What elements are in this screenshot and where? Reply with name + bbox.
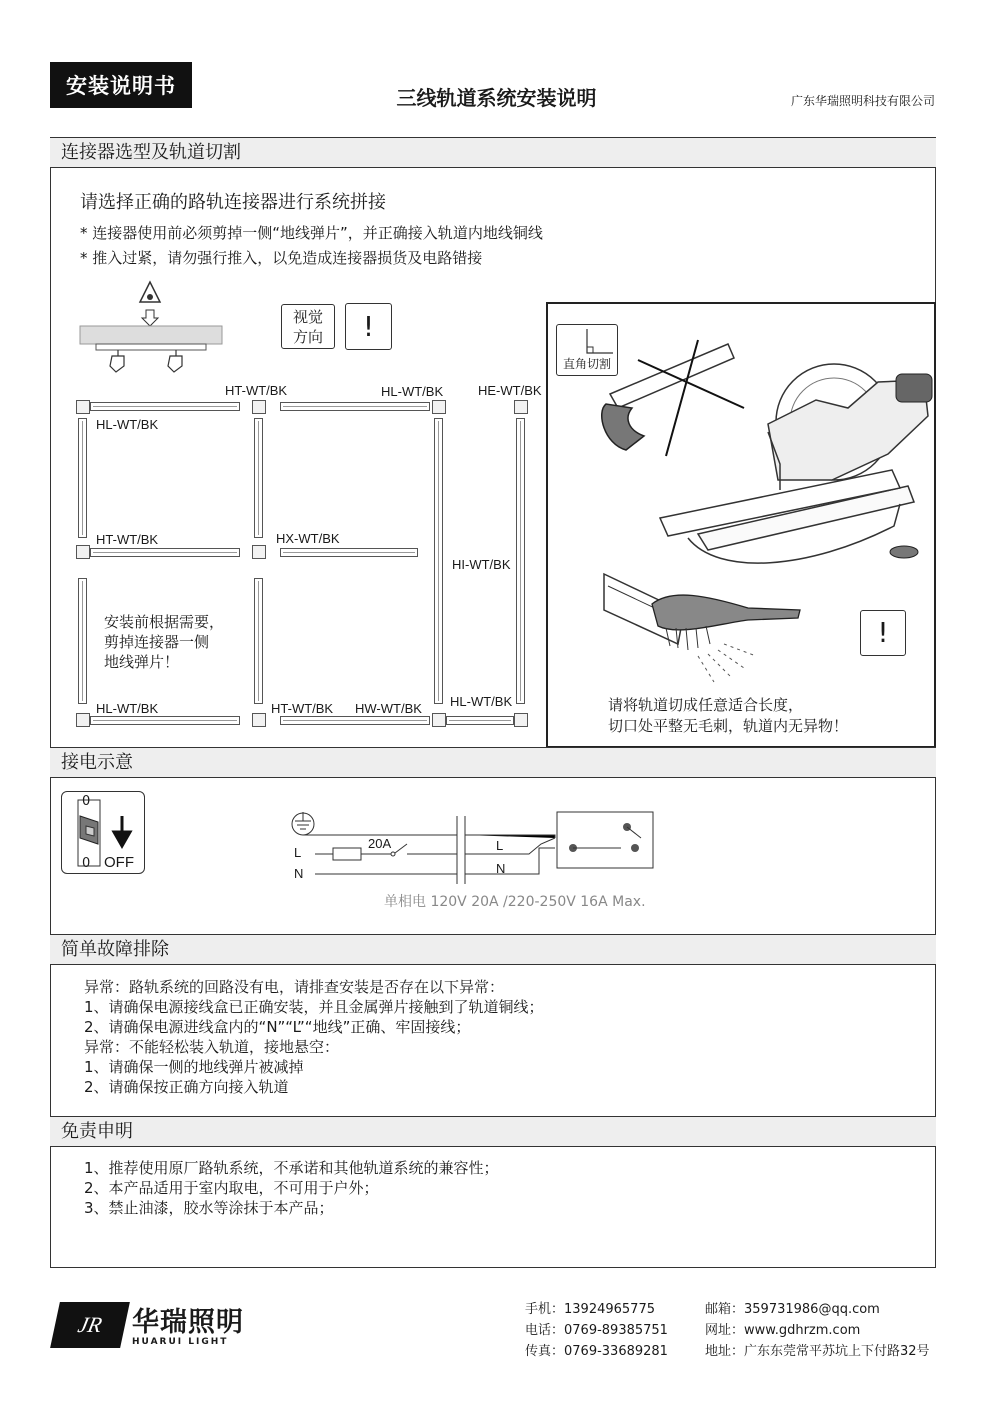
warning-icon: ! [345, 303, 392, 350]
label-hl-bottom-right: HL-WT/BK [450, 694, 513, 709]
section1-note-1: * 连接器使用前必须剪掉一侧“地线弹片”，并正确接入轨道内地线铜线 [80, 224, 543, 242]
fault-line-2: 1、请确保电源接线盒已正确安装，并且金属弹片接触到了轨道铜线； [84, 998, 544, 1016]
section-heading-wiring: 接电示意 [50, 747, 936, 778]
label-ht-bottom: HT-WT/BK [271, 701, 334, 716]
right-angle-cut-label: 直角切割 [562, 357, 611, 371]
contact-mobile: 手机：13924965775 [525, 1302, 655, 1317]
fuse-label: 20A [368, 836, 392, 851]
wiring-diagram [285, 808, 665, 888]
logo-chinese-name: 华瑞照明 [132, 1307, 244, 1338]
saw-illustration [548, 304, 934, 746]
grid-note-2: 剪掉连接器一侧 [104, 633, 210, 651]
fault-line-5: 1、请确保一侧的地线弹片被减掉 [84, 1058, 304, 1076]
cutting-panel [546, 302, 936, 748]
disclaimer-line-1: 1、推荐使用原厂路轨系统，不承诺和其他轨道系统的兼容性； [84, 1159, 499, 1177]
section-heading-connectors: 连接器选型及轨道切割 [50, 137, 936, 168]
switch-top-label: 0 [82, 794, 91, 809]
neutral-label: N [294, 866, 304, 881]
label-ht-mid: HT-WT/BK [96, 532, 159, 547]
view-direction-label: 视觉 方向 [281, 304, 335, 349]
cut-warning-icon: ! [860, 610, 906, 656]
company-name: 广东华瑞照明科技有限公司 [790, 94, 935, 108]
manual-badge: 安装说明书 [50, 62, 192, 108]
label-ht-top: HT-WT/BK [225, 383, 288, 398]
contact-online [705, 1299, 930, 1362]
label-he-top: HE-WT/BK [478, 383, 542, 398]
cut-note-2: 切口处平整无毛刺，轨道内无异物！ [608, 717, 849, 735]
contact-fax: 传真：0769-33689281 [525, 1344, 668, 1359]
grid-note-3: 地线弹片！ [104, 653, 180, 671]
view-direction-illustration [78, 280, 228, 375]
cut-note-1: 请将轨道切成任意适合长度， [608, 696, 804, 714]
contact-address: 地址：广东东莞常平苏坑上下付路32号 [705, 1344, 930, 1359]
company-logo-mark [50, 1302, 130, 1348]
switch-off-label: OFF [104, 854, 134, 871]
disclaimer-line-2: 2、本产品适用于室内取电，不可用于户外； [84, 1179, 379, 1197]
label-hl-left: HL-WT/BK [96, 417, 159, 432]
fault-line-3: 2、请确保电源进线盒内的“N”“L”“地线”正确、牢固接线； [84, 1018, 471, 1036]
fault-line-4: 异常：不能轻松装入轨道，接地悬空： [84, 1038, 340, 1056]
label-hl-bottom-left: HL-WT/BK [96, 701, 159, 716]
logo-english-name: HUARUI LIGHT [132, 1337, 229, 1347]
document-title: 三线轨道系统安装说明 [396, 86, 597, 110]
power-switch-off-icon [61, 791, 145, 874]
contact-tel: 电话：0769-89385751 [525, 1323, 668, 1338]
section-heading-troubleshooting: 简单故障排除 [50, 934, 936, 965]
troubleshooting-list [84, 977, 544, 1097]
power-spec: 单相电 120V 20A /220-250V 16A Max. [384, 894, 646, 910]
label-hx-mid: HX-WT/BK [276, 531, 340, 546]
live-label-out: L [496, 838, 504, 853]
fault-line-6: 2、请确保按正确方向接入轨道 [84, 1078, 289, 1096]
grid-note-1: 安装前根据需要， [104, 613, 225, 631]
section1-note-2: * 推入过紧，请勿强行推入，以免造成连接器损货及电路错接 [80, 249, 483, 267]
section1-subtitle: 请选择正确的路轨连接器进行系统拼接 [80, 192, 386, 213]
label-hl-top: HL-WT/BK [381, 384, 444, 399]
switch-bottom-label: 0 [82, 856, 91, 871]
contact-email: 邮箱：359731986@qq.com [705, 1302, 880, 1317]
neutral-label-out: N [496, 861, 506, 876]
contact-website: 网址：www.gdhrzm.com [705, 1323, 861, 1338]
fault-line-1: 异常：路轨系统的回路没有电，请排查安装是否存在以下异常： [84, 978, 505, 996]
label-hi-right: HI-WT/BK [452, 557, 511, 572]
section-heading-disclaimer: 免责申明 [50, 1116, 936, 1147]
live-label: L [294, 845, 302, 860]
label-hw-bottom: HW-WT/BK [355, 701, 422, 716]
disclaimer-list [84, 1158, 499, 1218]
contact-phones [525, 1299, 668, 1362]
logo-mark-text: JR [75, 1312, 105, 1337]
disclaimer-line-3: 3、禁止油漆，胶水等涂抹于本产品； [84, 1199, 334, 1217]
